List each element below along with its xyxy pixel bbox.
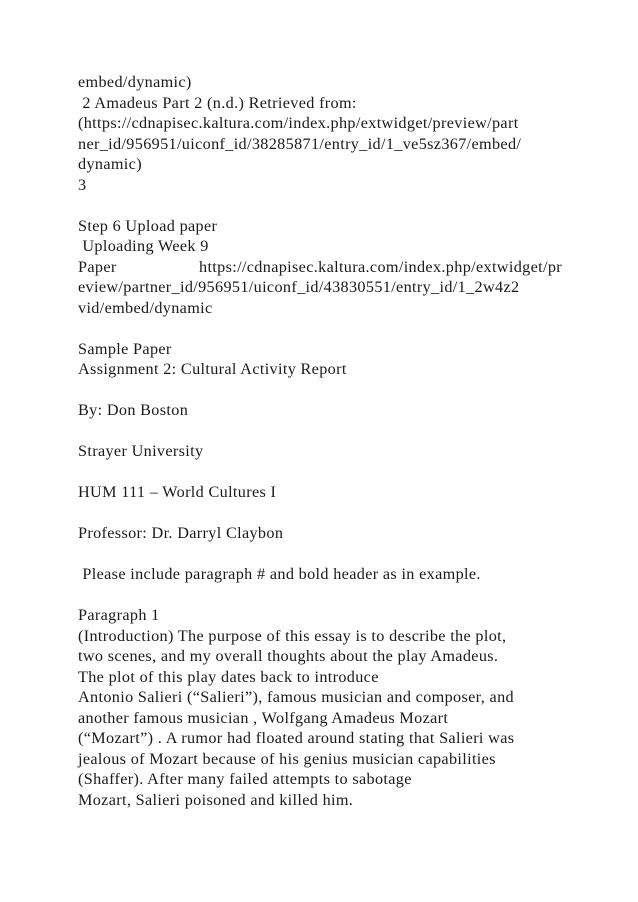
- text-line: The plot of this play dates back to introduce: [78, 667, 379, 686]
- text-line: dynamic): [78, 155, 142, 173]
- text-line: Uploading Week 9: [78, 237, 209, 255]
- text-line: two scenes, and my overall thoughts about the play Amadeus.: [78, 647, 499, 665]
- text-line-justified: [78, 257, 562, 278]
- text-line: Mozart, Salieri poisoned and killed him.: [78, 790, 354, 809]
- blank-line: [78, 380, 562, 401]
- text-line: (https://cdnapisec.kaltura.com/index.php/extwidget/preview/part: [78, 114, 519, 132]
- text-line: vid/embed/dynamic: [78, 298, 213, 317]
- blank-line: [78, 585, 562, 606]
- blank-line: [78, 503, 562, 524]
- blank-line: [78, 195, 562, 216]
- blank-line: [78, 421, 562, 442]
- document-body: [78, 72, 562, 810]
- text-line: Paragraph 1: [78, 606, 160, 624]
- text-line: 3: [78, 175, 87, 194]
- blank-line: [78, 544, 562, 565]
- text-line: ner_id/956951/uiconf_id/38285871/entry_id/1_ve5sz367/embed/: [78, 134, 522, 153]
- text-line: another famous musician , Wolfgang Amadeus Mozart: [78, 708, 449, 727]
- text-line: Please include paragraph # and bold header as in example.: [78, 565, 481, 583]
- text-line: Step 6 Upload paper: [78, 216, 218, 235]
- text-line: Sample Paper: [78, 339, 172, 358]
- text-line: Strayer University: [78, 442, 204, 460]
- text-line: 2 Amadeus Part 2 (n.d.) Retrieved from:: [78, 93, 357, 112]
- text-line: embed/dynamic): [78, 73, 192, 91]
- text-line: Professor: Dr. Darryl Claybon: [78, 524, 284, 542]
- link-text: https://cdnapisec.kaltura.com/index.php/extwidget/pr: [199, 257, 562, 276]
- text-line: (Shaffer). After many failed attempts to sabotage: [78, 770, 412, 788]
- text-line: HUM 111 – World Cultures I: [78, 483, 277, 501]
- text-word: Paper: [78, 257, 117, 276]
- blank-line: [78, 462, 562, 483]
- blank-line: [78, 318, 562, 339]
- text-line: eview/partner_id/956951/uiconf_id/43830551/entry_id/1_2w4z2: [78, 278, 520, 296]
- text-line: (“Mozart”) . A rumor had floated around stating that Salieri was: [78, 729, 515, 747]
- text-line: Antonio Salieri (“Salieri”), famous musician and composer, and: [78, 688, 514, 706]
- text-line: By: Don Boston: [78, 401, 189, 419]
- text-line: jealous of Mozart because of his genius musician capabilities: [78, 749, 496, 768]
- text-line: (Introduction) The purpose of this essay is to describe the plot,: [78, 626, 507, 645]
- text-line: Assignment 2: Cultural Activity Report: [78, 360, 347, 378]
